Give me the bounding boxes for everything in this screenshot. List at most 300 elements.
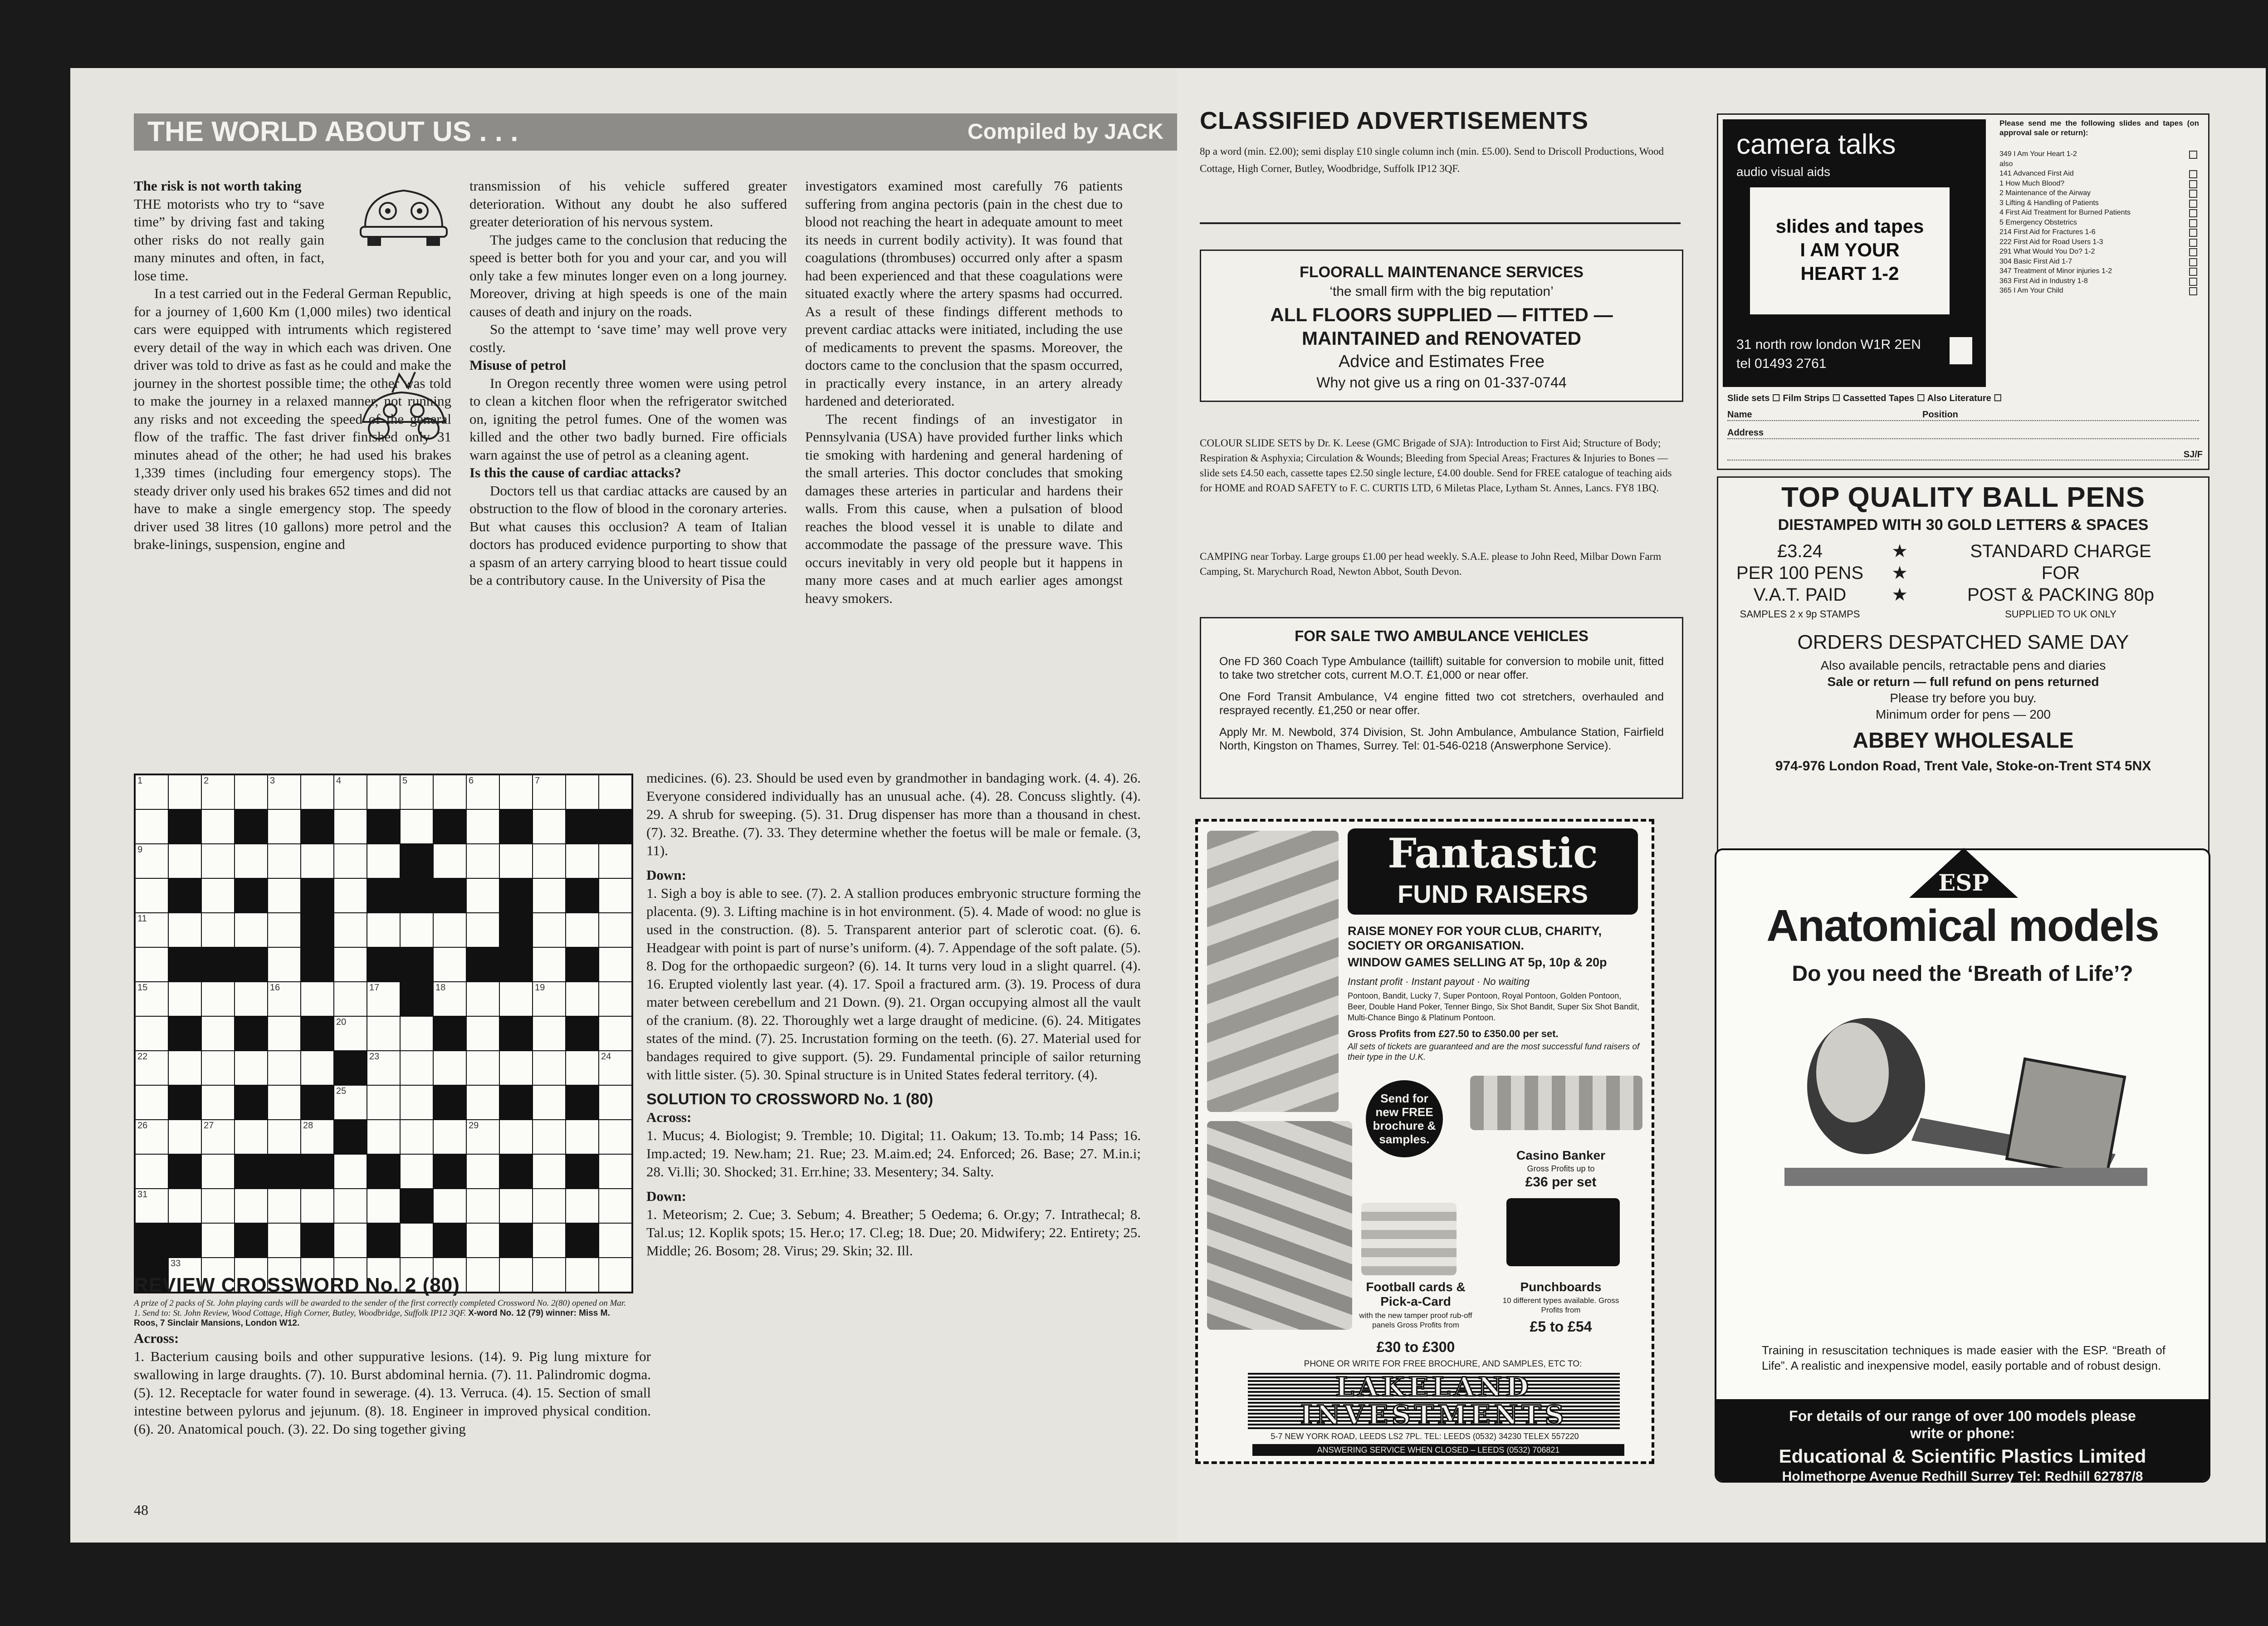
- floorall-tagline: ‘the small firm with the big reputation’: [1330, 284, 1554, 299]
- crossword-block: [169, 948, 201, 981]
- clue-number: 23: [369, 1052, 380, 1062]
- crossword-block: [500, 1224, 532, 1257]
- checkbox-icon[interactable]: [2189, 248, 2197, 256]
- crossword-cell[interactable]: [202, 1017, 234, 1050]
- crossword-cell[interactable]: [533, 1155, 565, 1188]
- crossword-cell[interactable]: [467, 1155, 499, 1188]
- crossword-cell[interactable]: [434, 844, 466, 878]
- checkbox-icon[interactable]: [2189, 180, 2197, 188]
- crossword-block: [434, 1224, 466, 1257]
- slide-list-item[interactable]: [1999, 188, 2199, 198]
- article-paragraph: THE motorists who try to “save time” by driving fast and taking other risks do not really gain many minutes and often, in fact, lose time.: [134, 196, 324, 284]
- clue-number: 26: [137, 1121, 148, 1131]
- crossword-cell[interactable]: [500, 1051, 532, 1085]
- crossword-cell[interactable]: [533, 948, 565, 981]
- slide-list-label: 222 First Aid for Road Users 1-3: [1999, 238, 2103, 246]
- crossword-cell[interactable]: [599, 1051, 631, 1085]
- crossword-cell[interactable]: [334, 1086, 367, 1119]
- crossword-cell[interactable]: [169, 775, 201, 809]
- clue-number: 6: [469, 776, 474, 786]
- crossword-block: [566, 879, 598, 912]
- crossword-cell[interactable]: [136, 1189, 168, 1223]
- crossword-block: [467, 948, 499, 981]
- crossword-cell[interactable]: [136, 1086, 168, 1119]
- crossword-cell[interactable]: [533, 844, 565, 878]
- crossword-cell[interactable]: [599, 1258, 631, 1292]
- crossword-cell[interactable]: [235, 982, 267, 1016]
- crossword-cell[interactable]: [599, 775, 631, 809]
- crossword-block: [367, 810, 400, 843]
- crossword-cell[interactable]: [334, 982, 367, 1016]
- crossword-cell[interactable]: [202, 810, 234, 843]
- crossword-cell[interactable]: [235, 1051, 267, 1085]
- crossword-cell[interactable]: [136, 810, 168, 843]
- fund-raisers-banner: [1348, 828, 1638, 915]
- crossword-cell[interactable]: [467, 913, 499, 947]
- crossword-cell[interactable]: [202, 1189, 234, 1223]
- crossword-cell[interactable]: [599, 1017, 631, 1050]
- crossword-block: [367, 1155, 400, 1188]
- crossword-cell[interactable]: [533, 810, 565, 843]
- article-subheading: Is this the cause of cardiac attacks?: [469, 465, 681, 480]
- crossword-cell[interactable]: [434, 1120, 466, 1154]
- crossword-cell[interactable]: [268, 879, 300, 912]
- esp-ad: [1715, 848, 2210, 1483]
- slide-list-item[interactable]: [1999, 179, 2199, 189]
- checkbox-icon[interactable]: [2189, 258, 2197, 266]
- crossword-cell[interactable]: [467, 982, 499, 1016]
- camera-talks-address: 31 north row london W1R 2EN: [1736, 337, 1921, 352]
- crossword-cell[interactable]: [268, 982, 300, 1016]
- ambulance-text: One FD 360 Coach Type Ambulance (taillift) suitable for conversion to mobile unit, fitted to take two stretcher cots, current M.O.T. £1,000 or near offer.: [1219, 655, 1664, 681]
- crossword-cell[interactable]: [599, 913, 631, 947]
- crossword-cell[interactable]: [202, 913, 234, 947]
- crossword-cell[interactable]: [367, 1051, 400, 1085]
- crossword-cell[interactable]: [136, 879, 168, 912]
- slide-list-item[interactable]: [1999, 247, 2199, 257]
- crossword-cell[interactable]: [268, 1017, 300, 1050]
- crossword-cell[interactable]: [467, 1120, 499, 1154]
- crossword-cell[interactable]: [500, 1258, 532, 1292]
- crossword-cell[interactable]: [202, 1051, 234, 1085]
- crossword-cell[interactable]: [599, 982, 631, 1016]
- crossword-cell[interactable]: [367, 982, 400, 1016]
- fund-address: 5-7 NEW YORK ROAD, LEEDS LS2 7PL. TEL: LEEDS (0532) 34230 TELEX 557220: [1271, 1432, 1579, 1441]
- crossword-block: [367, 948, 400, 981]
- clue-number: 2: [204, 776, 209, 786]
- checkbox-icon[interactable]: [2189, 239, 2197, 247]
- crossword-cell[interactable]: [401, 1155, 433, 1188]
- slide-list-item[interactable]: [1999, 257, 2199, 267]
- crossword-cell[interactable]: [367, 1086, 400, 1119]
- crossword-cell[interactable]: [367, 844, 400, 878]
- crossword-cell[interactable]: [599, 1189, 631, 1223]
- crossword-cell[interactable]: [202, 844, 234, 878]
- clues-down-heading: Down:: [646, 867, 686, 883]
- slide-list-item[interactable]: [1999, 159, 2199, 169]
- clues-across-block: [134, 1329, 651, 1445]
- investments-name: INVESTMENTS: [1300, 1400, 1568, 1430]
- crossword-cell[interactable]: [401, 1224, 433, 1257]
- crossword-cell[interactable]: [367, 1189, 400, 1223]
- lakeland-logo: [1248, 1373, 1620, 1429]
- crossword-cell[interactable]: [301, 1189, 333, 1223]
- crossword-cell[interactable]: [169, 844, 201, 878]
- esp-details: For details of our range of over 100 models please write or phone:: [1789, 1408, 2136, 1441]
- camera-talks-code: SJ/F: [2183, 450, 2203, 460]
- fund-phone: PHONE OR WRITE FOR FREE BROCHURE, AND SAMPLES, ETC TO:: [1304, 1359, 1582, 1369]
- crossword-cell[interactable]: [500, 844, 532, 878]
- checkbox-icon[interactable]: [2189, 287, 2197, 295]
- crossword-cell[interactable]: [533, 1224, 565, 1257]
- crossword-cell[interactable]: [268, 844, 300, 878]
- slide-list-label: 4 First Aid Treatment for Burned Patients: [1999, 209, 2131, 216]
- crossword-block: [169, 1155, 201, 1188]
- crossword-cell[interactable]: [533, 1120, 565, 1154]
- crossword-block: [566, 1224, 598, 1257]
- clues-across-heading: Across:: [134, 1330, 179, 1346]
- crossword-cell[interactable]: [136, 1120, 168, 1154]
- crossword-cell[interactable]: [533, 1258, 565, 1292]
- crossword-cell[interactable]: [566, 775, 598, 809]
- crossword-block: [434, 1017, 466, 1050]
- crossword-cell[interactable]: [301, 844, 333, 878]
- crossword-cell[interactable]: [533, 775, 565, 809]
- crossword-cell[interactable]: [467, 844, 499, 878]
- crossword-cell[interactable]: [136, 1051, 168, 1085]
- crossword-block: [235, 879, 267, 912]
- crossword-cell[interactable]: [334, 948, 367, 981]
- crossword-cell[interactable]: [334, 775, 367, 809]
- star-icon: ★: [1892, 541, 1908, 561]
- crossword-cell[interactable]: [467, 1051, 499, 1085]
- crossword-cell[interactable]: [334, 810, 367, 843]
- send-for-brochure-badge: Send for new FREE brochure & samples.: [1366, 1080, 1443, 1157]
- address-field-line[interactable]: [1727, 450, 2199, 460]
- esp-company: Educational & Scientific Plastics Limited: [1779, 1445, 2146, 1467]
- esp-address: Holmethorpe Avenue Redhill Surrey Tel: Redhill 62787/8: [1782, 1469, 2143, 1484]
- crossword-cell[interactable]: [268, 1120, 300, 1154]
- product-line: slides and tapes: [1775, 215, 1924, 237]
- crossword-cell[interactable]: [235, 775, 267, 809]
- crossword-cell[interactable]: [268, 1051, 300, 1085]
- crossword-cell[interactable]: [599, 879, 631, 912]
- crossword-cell[interactable]: [268, 948, 300, 981]
- crossword-cell[interactable]: [334, 1224, 367, 1257]
- abbey-wholesale: ABBEY WHOLESALE: [1853, 729, 2074, 753]
- crossword-cell[interactable]: [467, 1258, 499, 1292]
- checkbox-icon[interactable]: [2189, 268, 2197, 276]
- crossword-cell[interactable]: [202, 1155, 234, 1188]
- checkbox-icon[interactable]: [2189, 229, 2197, 237]
- crossword-cell[interactable]: [599, 1155, 631, 1188]
- crossword-cell[interactable]: [500, 1189, 532, 1223]
- crossword-cell[interactable]: [599, 948, 631, 981]
- crossword-cell[interactable]: [268, 1086, 300, 1119]
- fund-guarantee: All sets of tickets are guaranteed and are the most successful fund raisers of their type in the U.K.: [1348, 1042, 1640, 1062]
- crossword-cell[interactable]: [599, 1224, 631, 1257]
- esp-footer: [1716, 1399, 2209, 1484]
- crossword-cell[interactable]: [268, 1189, 300, 1223]
- punch-title: Punchboards: [1520, 1280, 1602, 1294]
- crossword-cell[interactable]: [533, 1086, 565, 1119]
- slide-list-label: 141 Advanced First Aid: [1999, 170, 2074, 177]
- crossword-cell[interactable]: [334, 1189, 367, 1223]
- crossword-cell[interactable]: [334, 879, 367, 912]
- crossword-cell[interactable]: [169, 1120, 201, 1154]
- punch-price: £5 to £54: [1530, 1318, 1592, 1335]
- clue-number: 7: [535, 776, 540, 786]
- crossword-cell[interactable]: [169, 913, 201, 947]
- slide-list-item[interactable]: [1999, 237, 2199, 247]
- article-paragraph: Doctors tell us that cardiac attacks are caused by an obstruction to the flow of blood in the coronary arteries. But what causes this occlusion? A team of Italian doctors has produced evidence purporting to show that a spasm of an artery carrying blood to heart tissue could be a contributory cause. In the University of Pisa the: [469, 482, 787, 588]
- crossword-block: [367, 879, 400, 912]
- crossword-cell[interactable]: [235, 1120, 267, 1154]
- crossword-note: A prize of 2 packs of St. John playing cards will be awarded to the sender of the first correctly completed Crossword No. 2(80) opened on Mar. 1. Send to: St. John Review, Wood Cottage, High Corner, Butley, Woodbridge, Suffolk IP12 3QF.: [134, 1298, 626, 1318]
- slide-list-item[interactable]: [1999, 198, 2199, 208]
- crossword-cell[interactable]: [367, 1017, 400, 1050]
- slide-list-item[interactable]: [1999, 169, 2199, 179]
- ball-pens-sub: DIESTAMPED WITH 30 GOLD LETTERS & SPACES: [1778, 516, 2149, 534]
- crossword-cell[interactable]: [500, 1120, 532, 1154]
- clue-number: 29: [469, 1121, 479, 1131]
- checkbox-icon[interactable]: [2189, 151, 2197, 159]
- crossword-block: [235, 948, 267, 981]
- charge-line: FOR: [2041, 563, 2080, 583]
- solution-title: SOLUTION TO CROSSWORD No. 1 (80): [646, 1091, 934, 1108]
- crossword-cell[interactable]: [434, 913, 466, 947]
- fund-window: WINDOW GAMES SELLING AT 5p, 10p & 20p: [1348, 955, 1607, 969]
- crossword-cell[interactable]: [566, 1258, 598, 1292]
- also-line: Also available pencils, retractable pens and diaries: [1820, 658, 2106, 672]
- crossword-cell[interactable]: [136, 948, 168, 981]
- crossword-cell[interactable]: [467, 775, 499, 809]
- crossword-cell[interactable]: [136, 1155, 168, 1188]
- crossword-cell[interactable]: [334, 844, 367, 878]
- price-line: V.A.T. PAID: [1753, 585, 1847, 605]
- crossword-winner: X-word No. 12 (79) winner: Miss M. Roos, 7 Sinclair Mansions, London W12.: [134, 1308, 610, 1328]
- slide-list-item[interactable]: [1999, 227, 2199, 237]
- clue-number: 24: [601, 1052, 611, 1062]
- crossword-cell[interactable]: [467, 1189, 499, 1223]
- crossword-cell[interactable]: [467, 810, 499, 843]
- star-icon: ★: [1892, 585, 1908, 605]
- slide-list-item[interactable]: [1999, 276, 2199, 286]
- slide-list-item[interactable]: [1999, 218, 2199, 228]
- crossword-cell[interactable]: [136, 775, 168, 809]
- slide-list-item[interactable]: [1999, 208, 2199, 218]
- crossword-cell[interactable]: [467, 1017, 499, 1050]
- clue-number: 18: [435, 983, 446, 993]
- crossword-cell[interactable]: [136, 1017, 168, 1050]
- crossword-cell[interactable]: [268, 1224, 300, 1257]
- divider: [1200, 222, 1681, 224]
- crossword-cell[interactable]: [434, 775, 466, 809]
- crossword-block: [434, 879, 466, 912]
- slide-list-item[interactable]: [1999, 266, 2199, 276]
- clues-down-text: 1. Sigh a boy is able to see. (7). 2. A stallion produces embryonic structure forming the placenta. (9). 3. Lifting machine is in hot environment. (5). 4. Made of wood: no glue is used in the construction. (8). 5. Transparent anterior part of sclerotic coat. (6). 6. Headgear with point is part of nurse’s uniform. (4). 7. Appendage of the soft palate. (5). 8. Dog for the orthopaedic surgeon? (6). 14. It turns very loud in a slight quarrel. (4). 16. Erupted violently last year. (4). 17. Spoil a fractured arm. (3). 19. Process of dura mater between cerebellum and 21 Down. (9). 21. Organ occupying almost all the vault of the cranium. (8). 22. Thoroughly wet a large draught of medicine. (6). 24. Mitigates states of the mind. (7). 25. Incrustation forming on the teeth. (6). 27. Material used for bandages required to give support. (5). 29. Fundamental principle of sailor returning with little sister. (5). 30. Spinal structure is in United States federal territory. (4).: [646, 885, 1141, 1082]
- crossword-block: [169, 879, 201, 912]
- crossword-cell[interactable]: [500, 982, 532, 1016]
- crossword-block: [599, 810, 631, 843]
- crossword-cell[interactable]: [533, 913, 565, 947]
- crossword-cell[interactable]: [401, 810, 433, 843]
- crossword-cell[interactable]: [401, 775, 433, 809]
- clue-number: 9: [137, 845, 143, 855]
- crossword-cell[interactable]: [202, 1120, 234, 1154]
- checkbox-icon[interactable]: [2189, 219, 2197, 227]
- name-field[interactable]: [1727, 410, 2199, 421]
- crossword-cell[interactable]: [533, 1017, 565, 1050]
- slide-list-item[interactable]: [1999, 149, 2199, 159]
- crossword-cell[interactable]: [136, 844, 168, 878]
- floorall-phone: Why not give us a ring on 01-337-0744: [1316, 374, 1567, 391]
- article-paragraph: In a test carried out in the Federal German Republic, for a journey of 1,600 Km (1,000 miles) two identical cars were equipped with intruments which registered every detail of the way in which each was driven. One driver was told to drive as fast as he could and make the journey in the shortest possible time; the other was told to make the journey in a relaxed manner, not running any risks and not exceeding the speed of the general flow of the traffic. The fast driver finished only 31 minutes ahead of the other; he had used his brakes 1,339 times (including four emergency stops). The steady driver only used his brakes 652 times and did not have to make a single emergency stop. The speedy driver used 38 litres (10 gallons) more petrol and the brake-linings, suspension, engine and: [134, 285, 451, 552]
- slide-list-label: 214 First Aid for Fractures 1-6: [1999, 228, 2096, 236]
- position-label: Position: [1922, 410, 1958, 420]
- crossword-cell[interactable]: [202, 1086, 234, 1119]
- clue-number: 22: [137, 1052, 148, 1062]
- checkbox-icon[interactable]: [2189, 278, 2197, 286]
- clue-number: 15: [137, 983, 148, 993]
- clues-right-column: [646, 769, 1141, 1266]
- esp-logo: [1907, 846, 2020, 900]
- crossword-cell[interactable]: [533, 1189, 565, 1223]
- checkbox-icon[interactable]: [2189, 170, 2197, 178]
- crossword-cell[interactable]: [566, 982, 598, 1016]
- slide-list-item[interactable]: [1999, 286, 2199, 296]
- crossword-cell[interactable]: [566, 1189, 598, 1223]
- crossword-cell[interactable]: [268, 810, 300, 843]
- crossword-cell[interactable]: [235, 913, 267, 947]
- slide-list-label: 2 Maintenance of the Airway: [1999, 189, 2091, 197]
- article-subheading: Misuse of petrol: [469, 357, 566, 373]
- crossword-cell[interactable]: [301, 1051, 333, 1085]
- slide-list-label: also: [1999, 160, 2013, 168]
- clue-number: 31: [137, 1190, 148, 1200]
- address-field[interactable]: [1727, 428, 2199, 439]
- solution-down-heading: Down:: [646, 1188, 686, 1204]
- crossword-cell[interactable]: [301, 982, 333, 1016]
- right-page: [1177, 68, 2266, 1543]
- crossword-cell[interactable]: [334, 1155, 367, 1188]
- crossword-cell[interactable]: [467, 1224, 499, 1257]
- crossword-grid[interactable]: [134, 774, 633, 1293]
- crossword-cell[interactable]: [401, 1086, 433, 1119]
- crossword-cell[interactable]: [202, 1224, 234, 1257]
- charge-line: STANDARD CHARGE: [1970, 541, 2151, 561]
- crossword-block: [367, 1224, 400, 1257]
- crossword-block: [268, 1155, 300, 1188]
- camera-talks-brand: camera talks: [1736, 129, 1896, 160]
- camera-talks-panel: [1723, 119, 1986, 387]
- crossword-block: [334, 1051, 367, 1085]
- crossword-cell[interactable]: [268, 775, 300, 809]
- crossword-cell[interactable]: [136, 913, 168, 947]
- crossword-cell[interactable]: [566, 1051, 598, 1085]
- checkbox-icon[interactable]: [2189, 200, 2197, 208]
- camera-talks-request: Please send me the following slides and tapes (on approval sale or return):: [1999, 119, 2199, 137]
- ticket-collage-image: [1207, 1121, 1352, 1330]
- crossword-cell[interactable]: [169, 1189, 201, 1223]
- crossword-block: [566, 1086, 598, 1119]
- crossword-block: [500, 948, 532, 981]
- crossword-cell[interactable]: [401, 1051, 433, 1085]
- ambulance-ad: [1200, 617, 1683, 799]
- clue-number: 4: [336, 776, 342, 786]
- crossword-cell[interactable]: [334, 913, 367, 947]
- crossword-cell[interactable]: [268, 913, 300, 947]
- crossword-block: [434, 810, 466, 843]
- crossword-cell[interactable]: [301, 775, 333, 809]
- crossword-cell[interactable]: [169, 1051, 201, 1085]
- checkbox-icon[interactable]: [2189, 209, 2197, 217]
- crossword-block: [301, 913, 333, 947]
- camera-talks-product: [1750, 187, 1950, 314]
- crossword-cell[interactable]: [533, 1051, 565, 1085]
- casino-price: £36 per set: [1525, 1175, 1597, 1190]
- crossword-cell[interactable]: [202, 982, 234, 1016]
- crossword-cell[interactable]: [434, 1189, 466, 1223]
- crossword-cell[interactable]: [401, 913, 433, 947]
- crossword-block: [169, 1086, 201, 1119]
- crossword-cell[interactable]: [202, 879, 234, 912]
- floorall-name: FLOORALL MAINTENANCE SERVICES: [1300, 264, 1584, 281]
- crossword-cell[interactable]: [401, 1120, 433, 1154]
- crossword-cell[interactable]: [169, 982, 201, 1016]
- crossword-cell[interactable]: [235, 844, 267, 878]
- crossword-cell[interactable]: [334, 1017, 367, 1050]
- crossword-block: [500, 913, 532, 947]
- crossword-block: [169, 1017, 201, 1050]
- crossword-cell[interactable]: [467, 879, 499, 912]
- crossword-cell[interactable]: [235, 1189, 267, 1223]
- crossword-cell[interactable]: [434, 1051, 466, 1085]
- article-heading: The risk is not worth taking: [134, 178, 302, 194]
- crossword-cell[interactable]: [599, 844, 631, 878]
- crossword-cell[interactable]: [599, 1086, 631, 1119]
- crossword-block: [500, 1086, 532, 1119]
- crossword-cell[interactable]: [500, 775, 532, 809]
- article-paragraph: So the attempt to ‘save time’ may well prove very costly.: [469, 321, 787, 355]
- crossword-cell[interactable]: [533, 982, 565, 1016]
- crossword-cell[interactable]: [533, 879, 565, 912]
- crossword-cell[interactable]: [434, 982, 466, 1016]
- crossword-cell[interactable]: [566, 844, 598, 878]
- crossword-cell[interactable]: [136, 982, 168, 1016]
- crossword-cell[interactable]: [467, 1086, 499, 1119]
- crossword-cell[interactable]: [434, 948, 466, 981]
- crossword-cell[interactable]: [301, 1120, 333, 1154]
- crossword-cell[interactable]: [367, 1120, 400, 1154]
- crossword-cell[interactable]: [202, 775, 234, 809]
- crossword-block: [301, 948, 333, 981]
- star-icons: [1891, 540, 1909, 606]
- checkbox-icon[interactable]: [2189, 190, 2197, 198]
- crossword-block: [235, 810, 267, 843]
- crossword-cell[interactable]: [599, 1120, 631, 1154]
- crossword-block: [434, 1086, 466, 1119]
- punchboard-image: [1506, 1198, 1620, 1266]
- crossword-block: [500, 1017, 532, 1050]
- crossword-cell[interactable]: [367, 913, 400, 947]
- crossword-cell[interactable]: [566, 913, 598, 947]
- orders-line: ORDERS DESPATCHED SAME DAY: [1797, 631, 2129, 653]
- crossword-cell[interactable]: [566, 1120, 598, 1154]
- crossword-cell[interactable]: [367, 775, 400, 809]
- banner-credit: Compiled by JACK: [967, 120, 1163, 144]
- crossword-cell[interactable]: [401, 1017, 433, 1050]
